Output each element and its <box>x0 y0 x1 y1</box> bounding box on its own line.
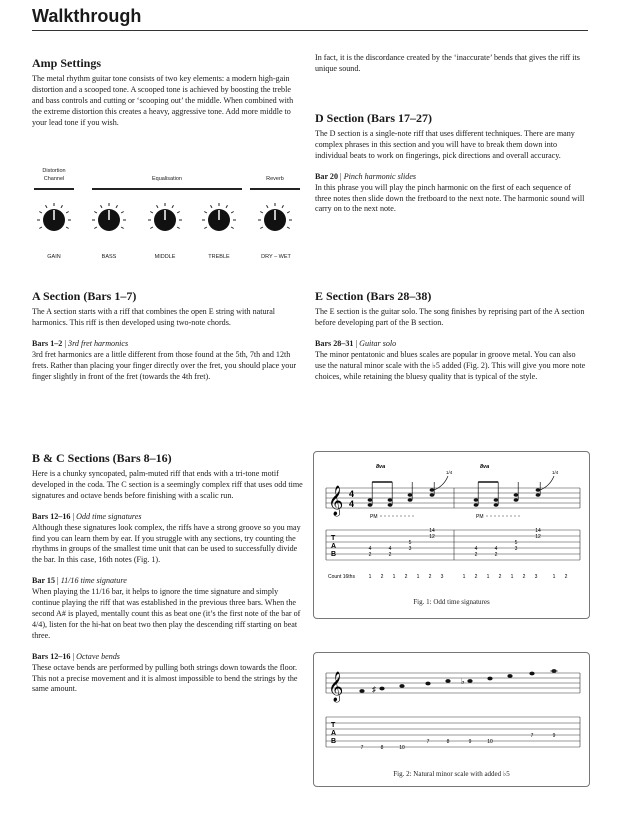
fig1-stems-beams <box>372 476 554 505</box>
amp-settings-section <box>32 56 304 129</box>
svg-text:9: 9 <box>468 739 472 745</box>
bend-mark-2: 1/4 <box>552 470 559 475</box>
section-bc-sub3-heading: Bars 12–16 | Octave bends <box>32 651 120 661</box>
group-label-channel: Channel <box>43 176 65 182</box>
svg-text:9: 9 <box>552 733 556 739</box>
fig1-caption: Fig. 1: Odd time signatures <box>413 598 490 606</box>
fig2-caption: Fig. 2: Natural minor scale with added ♭5 <box>393 770 510 778</box>
svg-text:3: 3 <box>534 574 538 580</box>
fig2-tab-staff <box>326 717 580 747</box>
section-bc-sub2-text: When playing the 11/16 bar, it helps to ignore the time signature and simply continue playing the riff that was established in the previous three bars. When the second A# is played, mentally count this as beat one (it’s the first note of the bar of 4/4), listen for the hi-hat on beat two then play the descending riff starting on beat three. <box>32 587 301 640</box>
ottava-mark-1: 8va <box>376 464 386 470</box>
knob-label-reverb: DRY – WET <box>261 254 291 260</box>
section-e-subtext: The minor pentatonic and blues scales are popular in groove metal. You can also use the natural minor scale with the ♭5 added (Fig. 2). This will give you more note choices, while retaining the bluesy quality that is typical of the style. <box>315 349 586 381</box>
section-e-subheading: Bars 28–31 | Guitar solo <box>315 338 397 348</box>
svg-text:1: 1 <box>392 574 396 580</box>
group-label-distortion: Distortion <box>42 168 66 174</box>
count-label: Count 16ths <box>328 574 355 580</box>
svg-text:5: 5 <box>514 540 518 546</box>
section-e-text: The E section is the guitar solo. The song finishes by reprising part of the A section before developing part of the B section. <box>315 307 585 327</box>
section-bc-text: Here is a chunky syncopated, palm-muted riff that ends with a tri-tone motif developed in the coda. The C section is a seemingly complex riff that uses odd time signatures and octave bends before finishing with a scalic run. <box>32 469 303 500</box>
svg-text:7: 7 <box>426 739 430 745</box>
svg-text:12: 12 <box>429 534 435 540</box>
svg-text:2: 2 <box>564 574 568 580</box>
svg-text:7: 7 <box>360 745 364 751</box>
section-a-text: The A section starts with a riff that combines the open E string with natural harmonics. This riff is then developed using two-note chords. <box>32 307 276 327</box>
svg-text:1: 1 <box>486 574 490 580</box>
figure-2 <box>313 652 590 787</box>
knob-label-bass: BASS <box>101 254 117 260</box>
svg-text:8: 8 <box>380 745 384 751</box>
treble-knob-icon <box>202 203 236 231</box>
title-rule <box>32 30 588 31</box>
section-bc <box>32 451 304 695</box>
section-e-heading: E Section (Bars 28–38) <box>315 289 432 303</box>
svg-text:2: 2 <box>380 574 384 580</box>
palm-mute-mark-1: PM <box>370 514 378 520</box>
knob-label-middle: MIDDLE <box>154 254 176 260</box>
knob-label-treble: TREBLE <box>208 254 230 260</box>
svg-text:2: 2 <box>368 552 372 558</box>
time-sig-top: 4 <box>349 489 355 499</box>
svg-text:1: 1 <box>552 574 556 580</box>
svg-text:4: 4 <box>388 546 392 552</box>
fig1-count-row <box>369 574 568 580</box>
fig2-tab-numbers <box>361 733 556 751</box>
treble-clef-icon: 𝄞 <box>328 485 344 515</box>
middle-knob-icon <box>148 203 182 231</box>
section-d-text: The D section is a single-note riff that uses different techniques. There are many complex phrases in this section and you will have to break them down into individual beats to work on fingerings, pick directions and overall accuracy. <box>315 129 575 160</box>
svg-text:7: 7 <box>530 733 534 739</box>
svg-text:14: 14 <box>535 528 541 534</box>
svg-text:2: 2 <box>474 574 478 580</box>
svg-text:2: 2 <box>522 574 526 580</box>
svg-text:4: 4 <box>494 546 498 552</box>
svg-text:2: 2 <box>498 574 502 580</box>
section-a-subtext: 3rd fret harmonics are a little different from those found at the 5th, 7th and 12th frets. Rather than placing your finger directly over the fret, you should place your finger slightly in front of the fret (towards the 4th fret). <box>32 349 297 381</box>
figure-1 <box>313 451 590 619</box>
right-top-continuation <box>315 53 587 75</box>
svg-text:2: 2 <box>474 552 478 558</box>
svg-text:14: 14 <box>429 528 435 534</box>
svg-text:2: 2 <box>428 574 432 580</box>
tab-label-b: B <box>331 551 337 558</box>
treble-clef-icon-2: 𝄞 <box>328 671 344 701</box>
svg-text:1: 1 <box>368 574 372 580</box>
amp-diagram <box>32 168 304 268</box>
group-label-reverb: Reverb <box>266 176 284 182</box>
amp-heading: Amp Settings <box>32 56 102 70</box>
section-d-subtext: In this phrase you will play the pinch harmonic on the first of each sequence of three notes then slide down the fretboard to the next note. The harmonic sound will carry on to the next note. <box>315 182 585 214</box>
fig1-tab-staff <box>326 530 580 560</box>
tab2-label-t: T <box>331 722 336 729</box>
continuation-text: In fact, it is the discordance created by the ‘inaccurate’ bends that gives the riff its unique sound. <box>315 53 580 73</box>
tab2-label-b: B <box>331 738 337 745</box>
svg-text:3: 3 <box>408 546 412 552</box>
group-label-equalisation: Equalisation <box>152 176 182 182</box>
group-line-distortion <box>34 188 74 190</box>
group-line-reverb <box>250 188 300 190</box>
svg-text:2: 2 <box>404 574 408 580</box>
section-a <box>32 289 304 382</box>
section-d <box>315 111 587 215</box>
svg-text:3: 3 <box>440 574 444 580</box>
section-a-subheading: Bars 1–2 | 3rd fret harmonics <box>32 338 129 348</box>
fig2-notation <box>318 659 584 763</box>
bass-knob-icon <box>92 203 126 231</box>
amp-text: The metal rhythm guitar tone consists of two key elements: a modern high-gain distortion and a scooped tone. A scooped tone is achieved by boosting the treble and bass controls and cutting or ‘scooping out’ the middle. When combined with the extreme distortion this creates a heavy, aggressive tone. Add more middle to your lead tone if you wish. <box>32 74 294 127</box>
section-e <box>315 289 587 382</box>
svg-text:4: 4 <box>368 546 372 552</box>
svg-text:2: 2 <box>388 552 392 558</box>
section-bc-sub3-text: These octave bends are performed by pulling both strings down towards the floor. This not a precise movement and it is almost impossible to bend the strings by the same amount. <box>32 662 298 694</box>
tab-label-t: T <box>331 535 336 542</box>
fig1-notation <box>318 456 584 594</box>
group-line-equalisation <box>92 188 242 190</box>
page-title: Walkthrough <box>32 6 142 26</box>
section-a-heading: A Section (Bars 1–7) <box>32 289 137 303</box>
ottava-mark-2: 8va <box>480 464 490 470</box>
reverb-knob-icon <box>258 203 292 231</box>
bend-mark-1: 1/4 <box>446 470 453 475</box>
section-d-heading: D Section (Bars 17–27) <box>315 111 432 125</box>
section-bc-sub1-text: Although these signatures look complex, the riffs have a strong groove so you may find you can learn them by ear. If you struggle with any sections, try counting the rhythms in groups of the smallest time unit that can be used to successfully divide the bar. In this case, 16th notes (Fig. 1). <box>32 522 301 565</box>
svg-text:8: 8 <box>446 739 450 745</box>
palm-mute-mark-2: PM <box>476 514 484 520</box>
svg-text:3: 3 <box>514 546 518 552</box>
tab-label-a: A <box>331 543 337 550</box>
knob-row <box>32 198 304 254</box>
flat-icon: ♭ <box>461 677 465 686</box>
knob-label-gain: GAIN <box>47 254 61 260</box>
section-bc-sub1-heading: Bars 12–16 | Odd time signatures <box>32 511 142 521</box>
svg-text:1: 1 <box>416 574 420 580</box>
svg-text:1: 1 <box>462 574 466 580</box>
svg-text:5: 5 <box>408 540 412 546</box>
svg-text:2: 2 <box>494 552 498 558</box>
fig1-tab-numbers <box>369 528 541 558</box>
section-bc-sub2-heading: Bar 15 | 11/16 time signature <box>32 576 127 586</box>
fig1-staff <box>326 488 580 508</box>
time-sig-bottom: 4 <box>349 499 355 509</box>
svg-text:1: 1 <box>510 574 514 580</box>
sharp-icon: ♯ <box>372 685 376 694</box>
fig2-noteheads <box>359 669 556 693</box>
svg-text:4: 4 <box>474 546 478 552</box>
section-d-subheading: Bar 20 | Pinch harmonic slides <box>315 171 417 181</box>
section-bc-heading: B & C Sections (Bars 8–16) <box>32 451 172 465</box>
svg-text:10: 10 <box>399 745 405 751</box>
svg-text:12: 12 <box>535 534 541 540</box>
tab2-label-a: A <box>331 730 337 737</box>
gain-knob-icon <box>37 203 71 231</box>
svg-text:10: 10 <box>487 739 493 745</box>
